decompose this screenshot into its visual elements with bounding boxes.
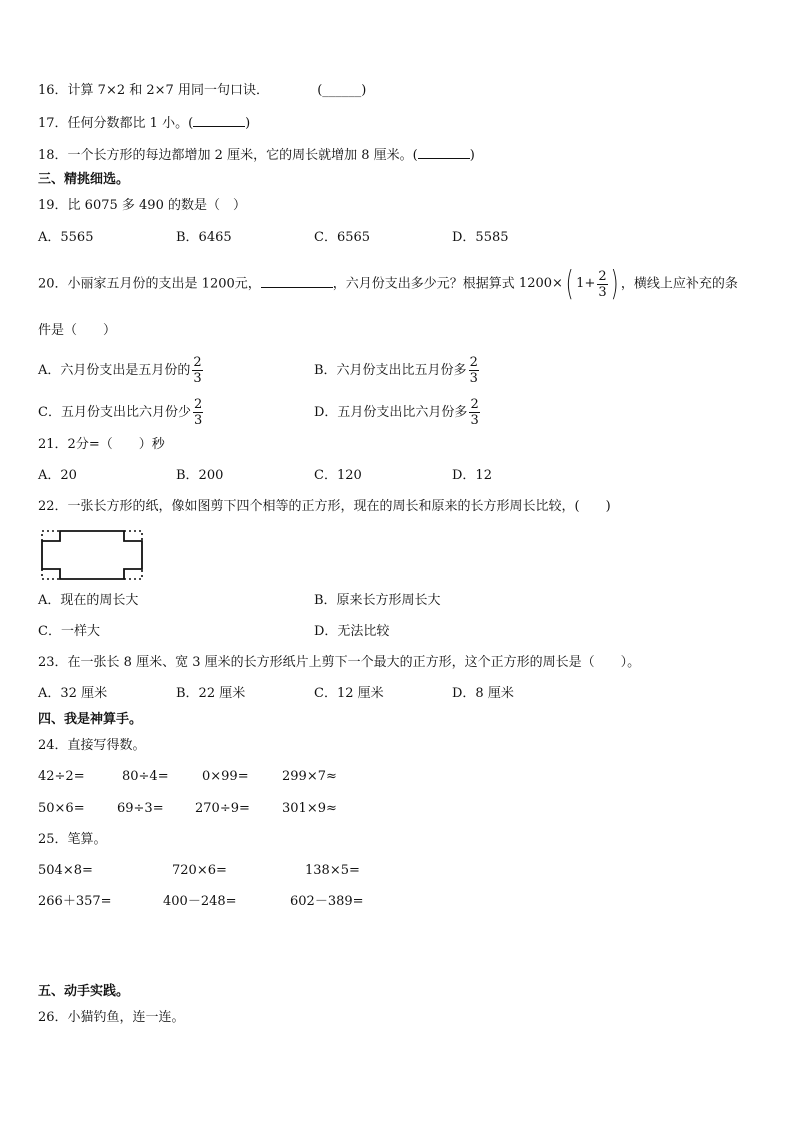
question-18-close: ): [469, 148, 475, 163]
question-17-answer-blank: [193, 113, 245, 127]
written-calc-item: 138×5=: [305, 863, 360, 878]
question-21-text: 21．2分=（ ）秒: [38, 437, 165, 452]
question-21-option-c: C．120: [314, 468, 362, 483]
question-25-text: 25．笔算。: [38, 832, 107, 847]
option-fraction: [192, 356, 202, 385]
question-20-fill-blank: [261, 274, 333, 288]
question-23-option-c: C．12 厘米: [314, 686, 384, 701]
written-calc-item: 504×8=: [38, 863, 93, 878]
left-paren-icon: (: [565, 264, 574, 304]
question-17-text: 17．任何分数都比 1 小。(: [38, 116, 194, 131]
question-26-text: 26．小猫钓鱼，连一连。: [38, 1010, 185, 1025]
calc-item: 299×7≈: [282, 769, 337, 784]
question-18-text: 18．一个长方形的每边都增加 2 厘米，它的周长就增加 8 厘米。(: [38, 148, 418, 163]
question-17: [38, 113, 250, 133]
question-21-option-a: A．20: [38, 468, 77, 483]
question-19-option-b: B．6465: [176, 230, 232, 245]
question-21-option-b: B．200: [176, 468, 224, 483]
question-20-option-c: [38, 398, 203, 427]
question-22-text: 22．一张长方形的纸，像如图剪下四个相等的正方形，现在的周长和原来的长方形周长比较，( ): [38, 499, 611, 514]
right-paren-icon: ): [610, 264, 619, 304]
section-5-heading: 五、动手实践。: [38, 984, 130, 999]
question-20-text-a: 20．小丽家五月份的支出是 1200元，: [38, 276, 261, 292]
question-22-option-b: B．原来长方形周长大: [314, 593, 441, 608]
question-18-answer-blank: [418, 145, 470, 159]
question-19-option-a: A．5565: [38, 230, 94, 245]
fraction-denominator: 3: [469, 371, 478, 386]
question-19-option-d: D．5585: [452, 230, 509, 245]
calc-item: 50×6=: [38, 801, 85, 816]
option-fraction: [193, 398, 203, 427]
question-20-option-a: [38, 356, 203, 385]
fraction-denominator: 3: [193, 371, 202, 386]
question-18: [38, 145, 475, 165]
cut-rectangle-figure: [40, 529, 144, 581]
option-label: C．五月份支出比六月份少: [38, 405, 191, 420]
calc-item: 0×99=: [202, 769, 249, 784]
formula-factor: 1200×: [518, 276, 563, 291]
fraction-numerator: 2: [193, 397, 203, 412]
formula-one-plus: 1+: [576, 276, 596, 291]
question-20: [38, 265, 738, 304]
fraction-denominator: 3: [193, 413, 203, 428]
fraction-denominator: 3: [470, 413, 479, 428]
question-24-text: 24．直接写得数。: [38, 738, 146, 753]
question-19-text: 19．比 6075 多 490 的数是（ ）: [38, 198, 246, 213]
question-17-close: ): [245, 116, 251, 131]
question-16-text: 16．计算 7×2 和 2×7 用同一句口诀．: [38, 83, 269, 98]
question-20-option-d: [314, 398, 480, 427]
section-4-heading: 四、我是神算手。: [38, 712, 143, 727]
written-calc-item: 720×6=: [172, 863, 227, 878]
formula-fraction: [597, 270, 607, 299]
question-20-option-b: [314, 356, 479, 385]
question-16-answer-blank: (______): [317, 83, 367, 98]
question-21-option-d: D．12: [452, 468, 492, 483]
question-23-option-a: A．32 厘米: [38, 686, 108, 701]
question-20-text-b: ，六月份支出多少元？根据算式: [332, 276, 515, 292]
section-3-heading: 三、精挑细选。: [38, 172, 130, 187]
fraction-numerator: 2: [469, 355, 478, 370]
question-16: [38, 82, 366, 100]
fraction-numerator: 2: [193, 355, 202, 370]
option-label: D．五月份支出比六月份多: [314, 405, 468, 420]
option-label: B．六月份支出比五月份多: [314, 363, 467, 378]
written-calc-item: 266＋357=: [38, 894, 112, 909]
question-23-option-b: B．22 厘米: [176, 686, 246, 701]
calc-item: 301×9≈: [282, 801, 337, 816]
question-19-option-c: C．6565: [314, 230, 371, 245]
question-20-text-d: 件是（ ）: [38, 323, 117, 338]
written-calc-item: 602－389=: [290, 894, 364, 909]
fraction-denominator: 3: [598, 284, 607, 300]
option-label: A．六月份支出是五月份的: [38, 363, 191, 378]
question-20-text-c: ，横线上应补充的条: [620, 276, 738, 292]
option-fraction: [469, 356, 479, 385]
question-22-option-c: C．一样大: [38, 624, 100, 639]
option-fraction: [469, 398, 479, 427]
calc-item: 80÷4=: [122, 769, 169, 784]
calc-item: 69÷3=: [117, 801, 164, 816]
calc-item: 270÷9=: [195, 801, 250, 816]
calc-item: 42÷2=: [38, 769, 85, 784]
question-23-text: 23．在一张长 8 厘米、宽 3 厘米的长方形纸片上剪下一个最大的正方形，这个正方形的周长是（ ）。: [38, 655, 641, 670]
fraction-numerator: 2: [470, 397, 479, 412]
question-22-option-d: D．无法比较: [314, 624, 390, 639]
fraction-numerator: 2: [598, 268, 607, 284]
written-calc-item: 400－248=: [163, 894, 237, 909]
question-23-option-d: D．8 厘米: [452, 686, 514, 701]
question-20-formula: [519, 265, 621, 303]
question-22-option-a: A．现在的周长大: [38, 593, 139, 608]
